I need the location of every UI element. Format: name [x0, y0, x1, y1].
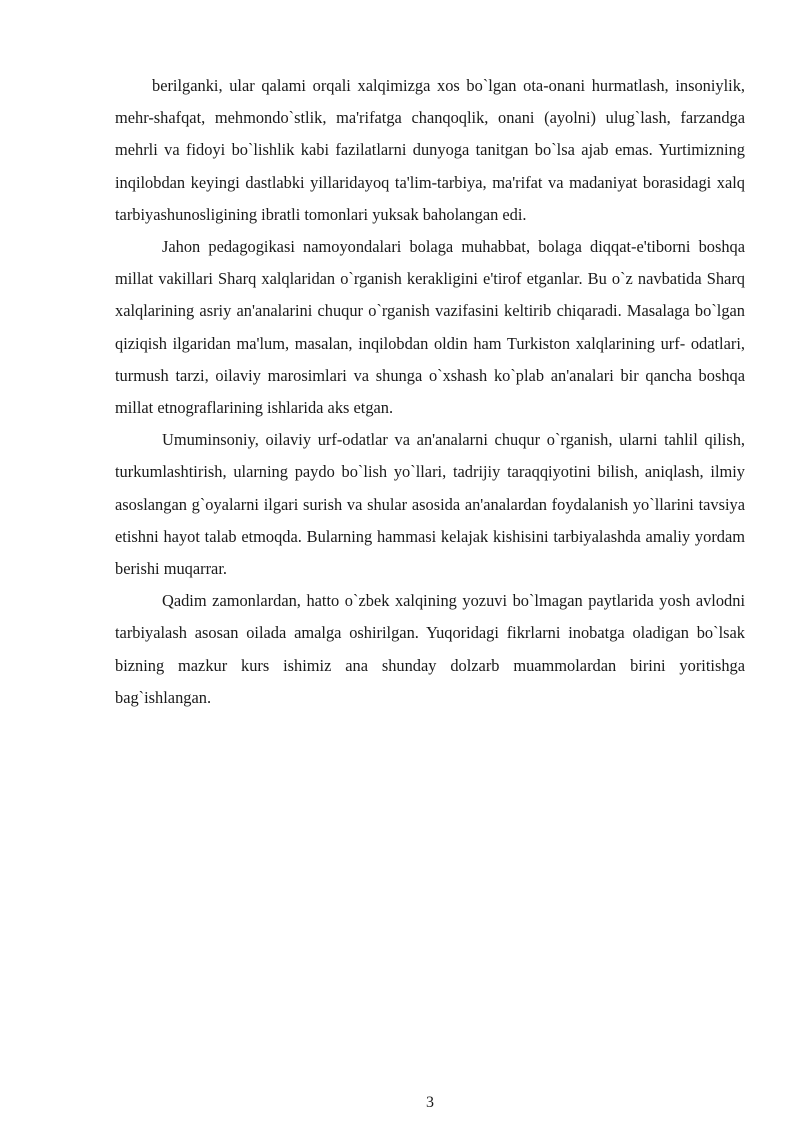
paragraph-1: berilganki, ular qalami orqali xalqimizga xos bo`lgan ota-onani hurmatlash, insoniylik, mehr-shafqat, mehmondo`stlik, ma'rifatga chanqoqlik, onani (ayolni) ulug`lash, farzandga mehrli va fidoyi bo`lishlik kabi fazilatlarni dunyoga tanitgan bo`lsa ajab emas. Yurtimizning inqilobdan keyingi dastlabki yillaridayoq ta'lim-tarbiya, ma'rifat va madaniyat borasidagi xalq tarbiyashunosligining ibratli tomonlari yuksak baholangan edi.	[115, 76, 745, 224]
page-number: 3	[426, 1094, 434, 1111]
paragraph-3: Umuminsoniy, oilaviy urf-odatlar va an'analarni chuqur o`rganish, ularni tahlil qilish, turkumlashtirish, ularning paydo bo`lish yo`llari, tadrijiy taraqqiyotini bilish, aniqlash, ilmiy asoslangan g`oyalarni ilgari surish va shular asosida an'analardan foydalanish yo`llarini tavsiya etishni hayot talab etmoqda. Bularning hammasi kelajak kishisini tarbiyalashda amaliy yordam berishi muqarrar.	[115, 430, 745, 579]
paragraph-4: Qadim zamonlardan, hatto o`zbek xalqining yozuvi bo`lmagan paytlarida yosh avlodni tarbiyalash asosan oilada amalga oshirilgan. Yuqoridagi fikrlarni inobatga oladigan bo`lsak bizning mazkur kurs ishimiz ana shunday dolzarb muammolardan birini yoritishga bag`ishlangan.	[115, 591, 745, 707]
paragraph-2: Jahon pedagogikasi namoyondalari bolaga muhabbat, bolaga diqqat-e'tiborni boshqa millat vakillari Sharq xalqlaridan o`rganish kerakligini e'tirof etganlar. Bu o`z navbatida Sharq xalqlarining asriy an'analarini chuqur o`rganish vazifasini keltirib chiqaradi. Masalaga bo`lgan qiziqish ilgaridan ma'lum, masalan, inqilobdan oldin ham Turkiston xalqlarining urf- odatlari, turmush tarzi, oilaviy marosimlari va shunga o`xshash ko`plab an'analari bir qancha boshqa millat etnograflarining ishlarida aks etgan.	[115, 237, 745, 418]
page-body	[115, 70, 745, 714]
